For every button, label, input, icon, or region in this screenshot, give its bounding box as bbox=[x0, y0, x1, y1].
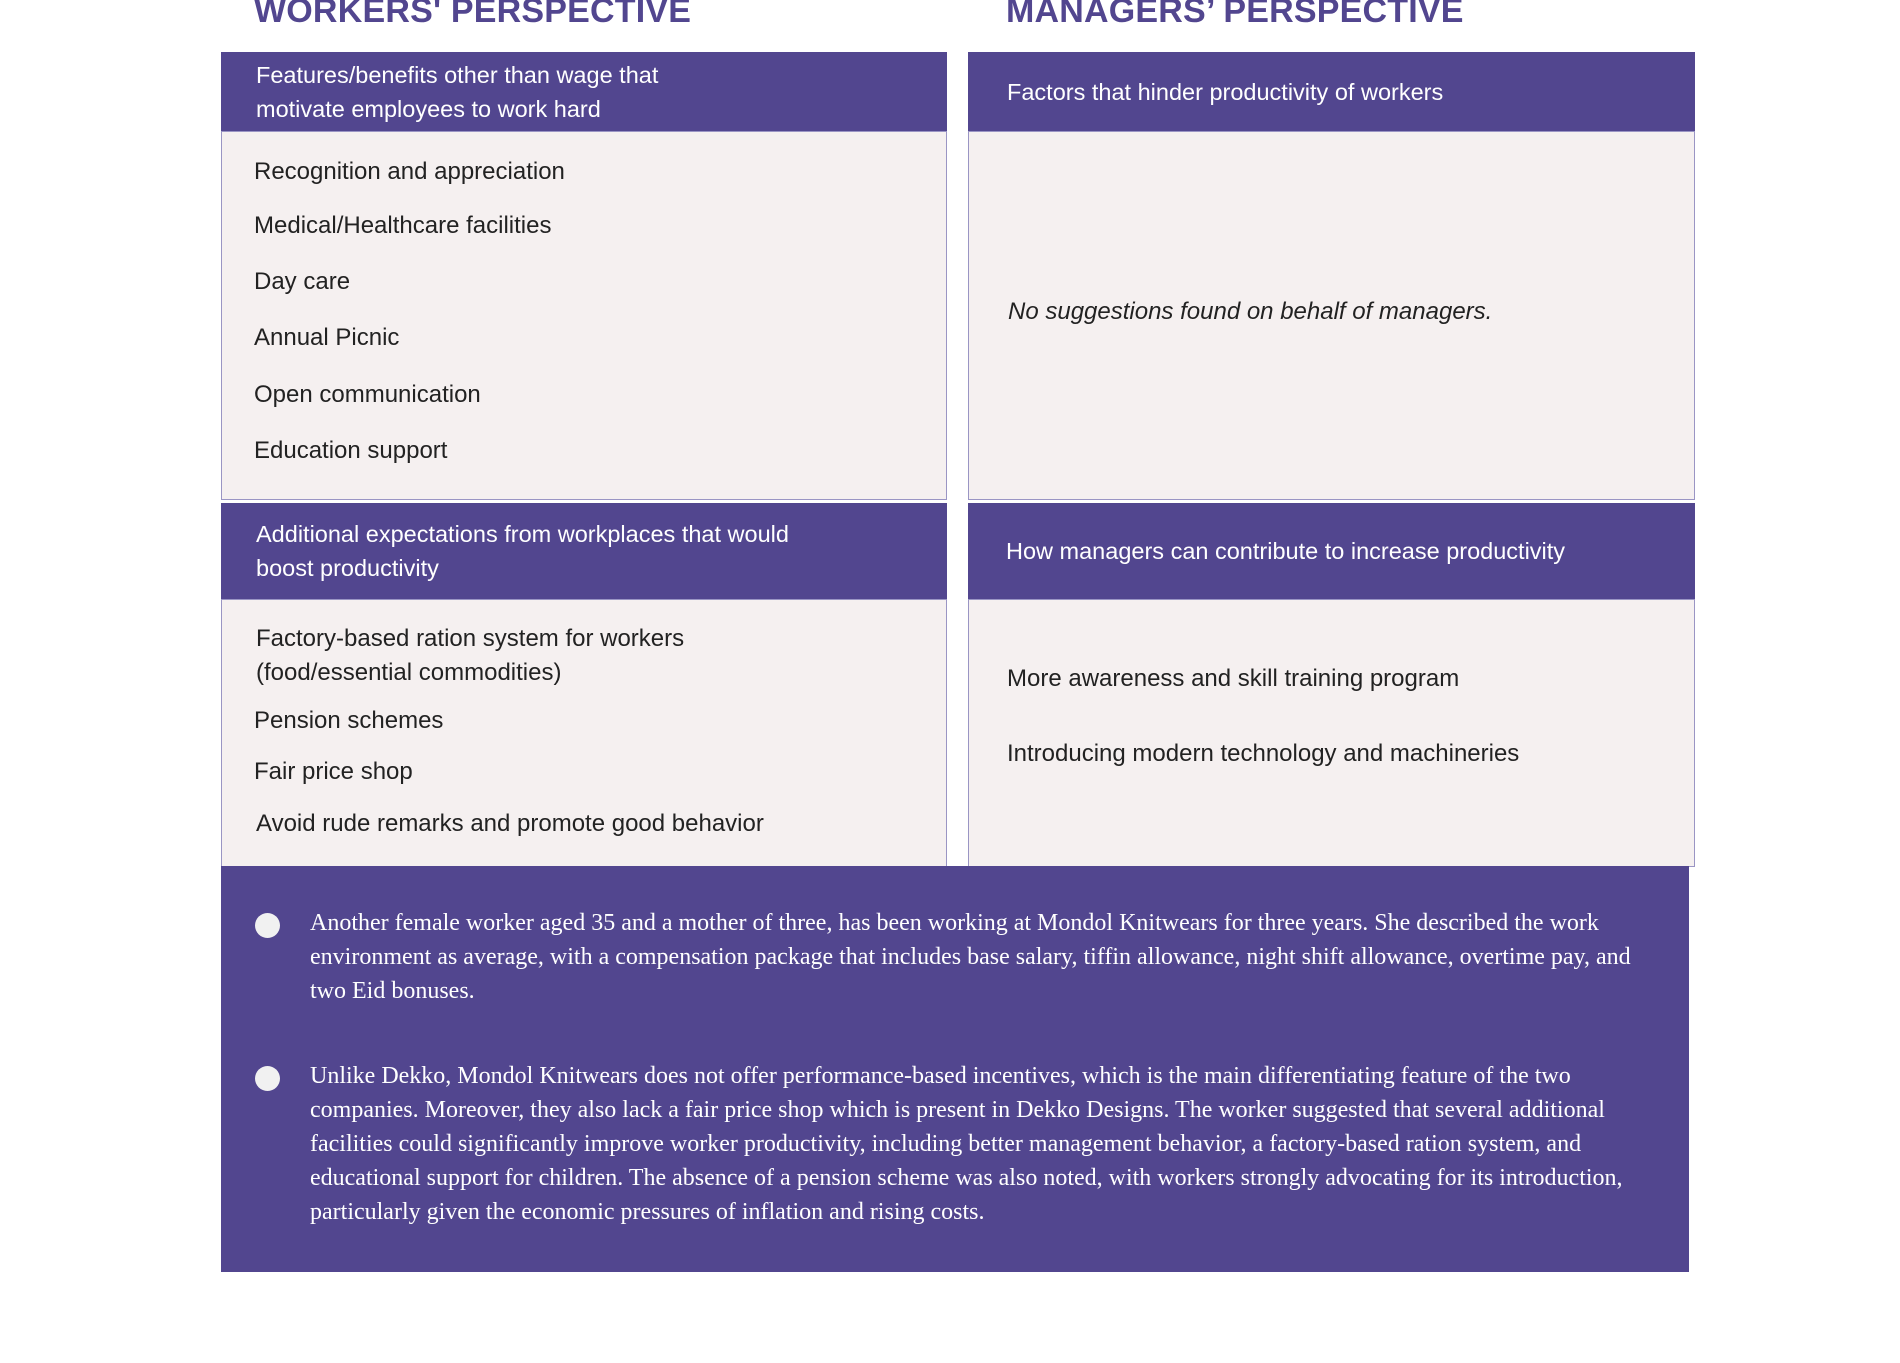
contribute-panel bbox=[968, 599, 1695, 867]
contribute-header-text: How managers can contribute to increase productivity bbox=[1006, 538, 1566, 564]
list-item: Annual Picnic bbox=[254, 324, 400, 351]
summary-paragraph: Unlike Dekko, Mondol Knitwears does not offer performance-based incentives, which is the main differentiating feature of the two companies. Moreover, they also lack a fair price shop which is present in Dekko Designs. The worker suggested that several additional facilities could significantly improve worker productivity, including better management behavior, a factory-based ration system, and educational support for children. The absence of a pension scheme was also noted, with workers strongly advocating for its introduction, particularly given the economic pressures of inflation and rising costs. bbox=[310, 1063, 1623, 1225]
expectations-header-line2: boost productivity bbox=[256, 555, 439, 581]
motivators-header bbox=[221, 52, 947, 131]
list-item: Factory-based ration system for workers bbox=[256, 625, 685, 652]
hinder-header-text: Factors that hinder productivity of workers bbox=[1007, 78, 1444, 105]
list-item: Medical/Healthcare facilities bbox=[254, 212, 552, 239]
hinder-header bbox=[968, 52, 1695, 131]
no-suggestions-note: No suggestions found on behalf of managers. bbox=[1008, 298, 1493, 325]
bullet-icon bbox=[255, 913, 280, 938]
list-item: More awareness and skill training program bbox=[1007, 665, 1460, 692]
managers-perspective-title: MANAGERS’ PERSPECTIVE bbox=[1006, 0, 1464, 30]
expectations-header bbox=[221, 503, 947, 599]
motivators-header-line1: Features/benefits other than wage that bbox=[256, 61, 659, 88]
list-item: Open communication bbox=[254, 381, 481, 408]
list-item-continuation: (food/essential commodities) bbox=[256, 659, 562, 686]
list-item: Avoid rude remarks and promote good behavior bbox=[256, 810, 764, 837]
hinder-panel bbox=[968, 131, 1695, 500]
list-item: Fair price shop bbox=[254, 758, 413, 785]
motivators-header-line2: motivate employees to work hard bbox=[256, 95, 601, 122]
workers-perspective-title: WORKERS' PERSPECTIVE bbox=[254, 0, 692, 30]
summary-box bbox=[221, 866, 1689, 1272]
list-item: Education support bbox=[254, 437, 448, 464]
list-item: Day care bbox=[254, 268, 351, 295]
expectations-panel bbox=[221, 599, 947, 867]
motivators-panel bbox=[221, 131, 947, 500]
expectations-header-line1: Additional expectations from workplaces that would bbox=[256, 521, 789, 547]
list-item: Pension schemes bbox=[254, 707, 444, 734]
bullet-icon bbox=[255, 1066, 280, 1091]
list-item: Recognition and appreciation bbox=[254, 158, 565, 185]
contribute-header bbox=[968, 503, 1695, 599]
summary-paragraph: Another female worker aged 35 and a mother of three, has been working at Mondol Knitwears for three years. She described the work environment as average, with a compensation package that includes base salary, tiffin allowance, night shift allowance, overtime pay, and two Eid bonuses. bbox=[310, 910, 1631, 1004]
list-item: Introducing modern technology and machineries bbox=[1007, 740, 1520, 767]
